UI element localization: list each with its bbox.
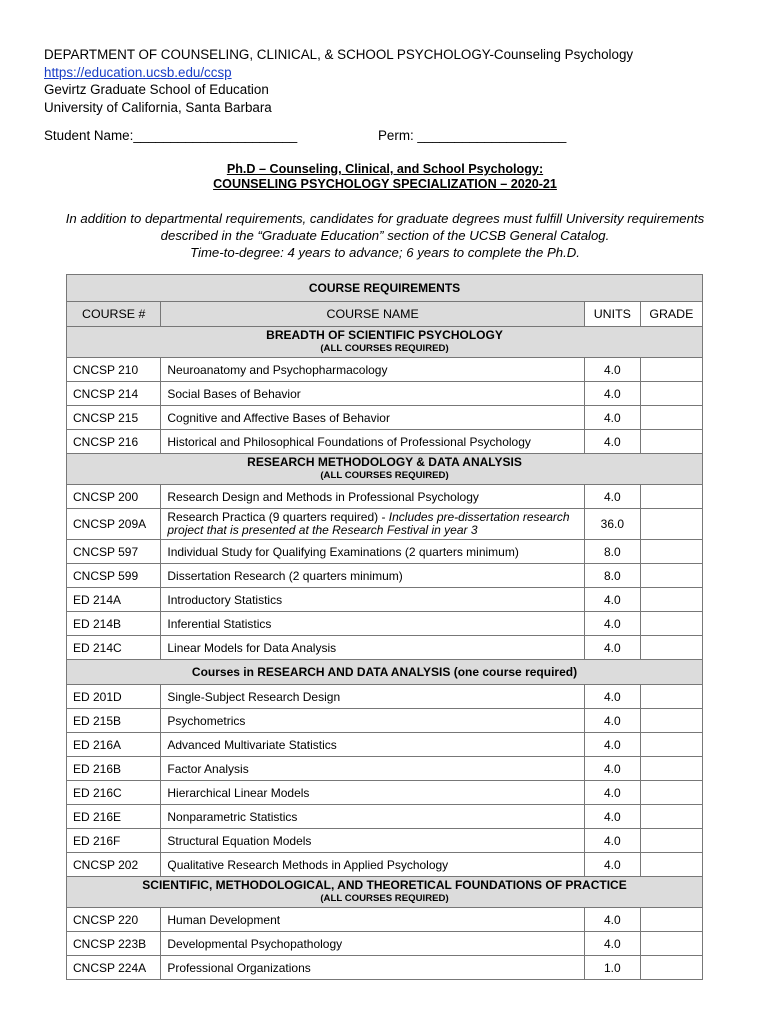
course-units: 4.0 [584, 908, 640, 932]
table-row [67, 805, 703, 829]
course-units: 4.0 [584, 932, 640, 956]
table-row [67, 757, 703, 781]
course-units: 4.0 [584, 853, 640, 877]
course-units: 4.0 [584, 805, 640, 829]
course-name [161, 540, 585, 564]
course-units: 4.0 [584, 406, 640, 430]
course-units: 4.0 [584, 733, 640, 757]
table-row [67, 781, 703, 805]
course-number: CNCSP 215 [67, 406, 161, 430]
grade-cell[interactable] [640, 956, 702, 980]
department-line: DEPARTMENT OF COUNSELING, CLINICAL, & SCHOOL PSYCHOLOGY-Counseling Psychology [44, 47, 634, 62]
course-units: 4.0 [584, 685, 640, 709]
table-row [67, 430, 703, 454]
course-units: 4.0 [584, 382, 640, 406]
grade-cell[interactable] [640, 564, 702, 588]
course-name [161, 612, 585, 636]
course-name-text: Nonparametric Statistics [167, 809, 298, 824]
course-name-text: Hierarchical Linear Models [167, 785, 310, 800]
school-line: Gevirtz Graduate School of Education [44, 82, 269, 97]
student-name-field[interactable]: Student Name:______________________ [44, 128, 298, 143]
course-name [161, 805, 585, 829]
course-requirements-table [66, 274, 703, 980]
course-name-text: Advanced Multivariate Statistics [167, 737, 337, 752]
course-units: 4.0 [584, 588, 640, 612]
course-name [161, 564, 585, 588]
grade-cell[interactable] [640, 636, 702, 660]
course-name-text: Linear Models for Data Analysis [167, 640, 337, 655]
table-row [67, 956, 703, 980]
section-title: Courses in RESEARCH AND DATA ANALYSIS (one course required) [67, 660, 703, 685]
grade-cell[interactable] [640, 485, 702, 509]
grade-cell[interactable] [640, 829, 702, 853]
course-name [161, 829, 585, 853]
course-name-text: Dissertation Research (2 quarters minimum) [167, 568, 403, 583]
intro-line-2: described in the “Graduate Education” section of the UCSB General Catalog. [160, 228, 610, 243]
course-name [161, 709, 585, 733]
course-name-text: Social Bases of Behavior [167, 386, 301, 401]
course-number: CNCSP 202 [67, 853, 161, 877]
course-name [161, 685, 585, 709]
table-row [67, 612, 703, 636]
table-row [67, 853, 703, 877]
course-number: CNCSP 599 [67, 564, 161, 588]
course-name [161, 956, 585, 980]
section-title: BREADTH OF SCIENTIFIC PSYCHOLOGY [266, 328, 503, 342]
section-header [67, 327, 703, 358]
course-name-text: Introductory Statistics [167, 592, 283, 607]
grade-cell[interactable] [640, 733, 702, 757]
course-name [161, 358, 585, 382]
course-units: 1.0 [584, 956, 640, 980]
course-name-text: Historical and Philosophical Foundations of Professional Psychology [167, 434, 531, 449]
course-units: 4.0 [584, 829, 640, 853]
course-name [161, 382, 585, 406]
grade-cell[interactable] [640, 358, 702, 382]
intro-paragraph [30, 210, 740, 261]
col-course-name: COURSE NAME [161, 302, 585, 327]
table-row [67, 733, 703, 757]
grade-cell[interactable] [640, 781, 702, 805]
course-units: 36.0 [584, 509, 640, 540]
table-row [67, 636, 703, 660]
course-units: 4.0 [584, 781, 640, 805]
course-name-text: Qualitative Research Methods in Applied Psychology [167, 857, 449, 872]
course-number: CNCSP 597 [67, 540, 161, 564]
table-row [67, 829, 703, 853]
table-row [67, 588, 703, 612]
grade-cell[interactable] [640, 540, 702, 564]
table-row [67, 406, 703, 430]
document-title [0, 162, 770, 192]
course-number: CNCSP 216 [67, 430, 161, 454]
table-row [67, 358, 703, 382]
table-row [67, 709, 703, 733]
table-row [67, 485, 703, 509]
section-title: RESEARCH METHODOLOGY & DATA ANALYSIS [247, 455, 522, 469]
course-note: Includes pre-dissertation research project that is presented at the Research Festival in year 3 [167, 510, 570, 537]
course-name [161, 908, 585, 932]
course-name [161, 932, 585, 956]
col-course-num: COURSE # [67, 302, 161, 327]
course-name-text: Developmental Psychopathology [167, 936, 343, 951]
grade-cell[interactable] [640, 382, 702, 406]
course-units: 4.0 [584, 636, 640, 660]
course-number: ED 216F [67, 829, 161, 853]
table-row [67, 908, 703, 932]
title-line-2: COUNSELING PSYCHOLOGY SPECIALIZATION – 2020-21 [213, 177, 557, 191]
course-units: 4.0 [584, 612, 640, 636]
table-row [67, 685, 703, 709]
course-units: 4.0 [584, 358, 640, 382]
grade-cell[interactable] [640, 932, 702, 956]
course-name [161, 757, 585, 781]
course-number: ED 214A [67, 588, 161, 612]
course-number: ED 216C [67, 781, 161, 805]
table-row [67, 540, 703, 564]
section-header [67, 660, 703, 685]
course-number: ED 214B [67, 612, 161, 636]
table-row [67, 932, 703, 956]
university-line: University of California, Santa Barbara [44, 99, 272, 115]
col-grade: GRADE [640, 302, 702, 327]
grade-cell[interactable] [640, 430, 702, 454]
grade-cell[interactable] [640, 709, 702, 733]
course-number: CNCSP 220 [67, 908, 161, 932]
table-heading-row [67, 275, 703, 302]
course-number: ED 216B [67, 757, 161, 781]
course-name [161, 733, 585, 757]
course-name [161, 406, 585, 430]
course-name-text: Research Design and Methods in Professional Psychology [167, 489, 479, 504]
course-number: ED 216A [67, 733, 161, 757]
course-name-text: Research Practica (9 quarters required) - [167, 510, 386, 524]
course-name [161, 853, 585, 877]
course-name [161, 430, 585, 454]
course-number: CNCSP 223B [67, 932, 161, 956]
column-header-row [67, 302, 703, 327]
course-units: 4.0 [584, 709, 640, 733]
grade-cell[interactable] [640, 588, 702, 612]
course-name-text: Human Development [167, 912, 281, 927]
section-subtitle: (ALL COURSES REQUIRED) [320, 893, 449, 904]
intro-line-1: In addition to departmental requirements, candidates for graduate degrees must fulfill University requirements [65, 211, 705, 226]
course-name [161, 509, 585, 540]
course-name-text: Professional Organizations [167, 960, 311, 975]
course-name-text: Cognitive and Affective Bases of Behavior [167, 410, 390, 425]
grade-cell[interactable] [640, 406, 702, 430]
grade-cell[interactable] [640, 612, 702, 636]
course-name-text: Neuroanatomy and Psychopharmacology [167, 362, 388, 377]
course-number: ED 215B [67, 709, 161, 733]
course-name-text: Inferential Statistics [167, 616, 272, 631]
section-header [67, 877, 703, 908]
course-units: 4.0 [584, 485, 640, 509]
course-units: 8.0 [584, 564, 640, 588]
course-name-text: Single-Subject Research Design [167, 689, 341, 704]
grade-cell[interactable] [640, 685, 702, 709]
course-name-text: Factor Analysis [167, 761, 249, 776]
col-units: UNITS [584, 302, 640, 327]
course-units: 4.0 [584, 757, 640, 781]
table-row [67, 382, 703, 406]
section-subtitle: (ALL COURSES REQUIRED) [320, 343, 449, 354]
table-heading: COURSE REQUIREMENTS [67, 275, 703, 302]
table-row [67, 564, 703, 588]
course-name-text: Individual Study for Qualifying Examinations (2 quarters minimum) [167, 544, 519, 559]
course-number: CNCSP 200 [67, 485, 161, 509]
course-name [161, 781, 585, 805]
grade-cell[interactable] [640, 509, 702, 540]
course-number: CNCSP 209A [67, 509, 161, 540]
course-name-text: Psychometrics [167, 713, 246, 728]
intro-line-3: Time-to-degree: 4 years to advance; 6 years to complete the Ph.D. [190, 245, 580, 260]
program-url-link[interactable]: https://education.ucsb.edu/ccsp [44, 64, 232, 80]
perm-field[interactable]: Perm: ____________________ [378, 128, 567, 143]
course-number: CNCSP 210 [67, 358, 161, 382]
course-number: ED 216E [67, 805, 161, 829]
course-units: 8.0 [584, 540, 640, 564]
section-header [67, 454, 703, 485]
table-row [67, 509, 703, 540]
title-line-1: Ph.D – Counseling, Clinical, and School Psychology: [226, 162, 544, 176]
section-subtitle: (ALL COURSES REQUIRED) [320, 470, 449, 481]
course-name [161, 485, 585, 509]
course-units: 4.0 [584, 430, 640, 454]
document-header [44, 46, 633, 116]
course-name-text: Structural Equation Models [167, 833, 312, 848]
grade-cell[interactable] [640, 757, 702, 781]
course-number: ED 214C [67, 636, 161, 660]
grade-cell[interactable] [640, 805, 702, 829]
course-number: CNCSP 224A [67, 956, 161, 980]
grade-cell[interactable] [640, 853, 702, 877]
course-name [161, 588, 585, 612]
course-number: CNCSP 214 [67, 382, 161, 406]
course-name [161, 636, 585, 660]
course-number: ED 201D [67, 685, 161, 709]
grade-cell[interactable] [640, 908, 702, 932]
section-title: SCIENTIFIC, METHODOLOGICAL, AND THEORETICAL FOUNDATIONS OF PRACTICE [142, 878, 627, 892]
